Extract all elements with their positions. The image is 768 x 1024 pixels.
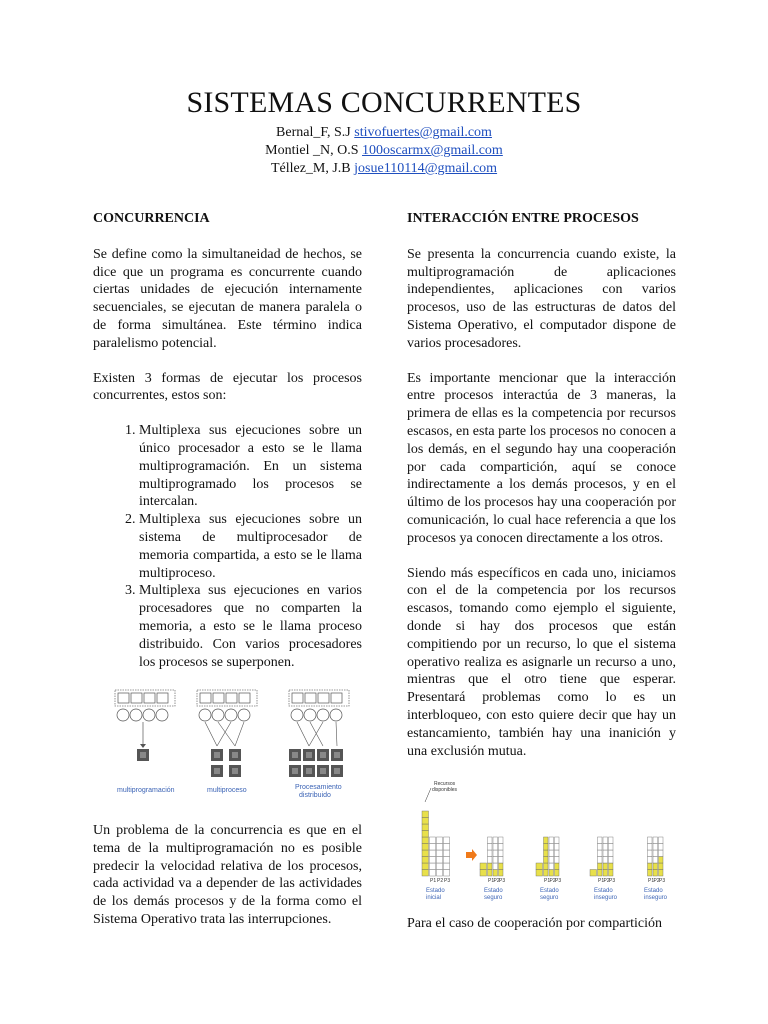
free-resource-cell bbox=[598, 850, 603, 857]
state-label: Estado bbox=[426, 888, 445, 894]
free-resource-cell bbox=[609, 850, 614, 857]
process-label: P3 bbox=[555, 878, 562, 884]
paragraph: Un problema de la concurrencia es que en el tema de la multiprogramación no es posible predecir la velocidad relativa de los procesos, cada actividad va a depender de las actividades de los demás procesos y de la forma como el Sistema Operativo trata las interrupciones. bbox=[93, 823, 362, 927]
author-email-link[interactable]: josue110114@gmail.com bbox=[354, 161, 498, 176]
allocated-resource-cell bbox=[659, 857, 664, 864]
allocated-resource-cell bbox=[499, 863, 504, 870]
free-resource-cell bbox=[555, 844, 560, 851]
paragraph: Siendo más específicos en cada uno, iniciamos con el de la competencia por los recursos escasos, tomando como ejemplo el siguiente, donde si hay dos procesos que están compitiendo por un recurso, lo que el sistema operativo realiza es asignarle un recurso a uno, mientras que el otro tiene que esperar. Presentará problemas como lo es un interbloqueo, con esto quiere decir que hay un estancamiento, también hay una inanición y una exclusión mutua. bbox=[407, 565, 676, 759]
state-label: seguro bbox=[484, 895, 503, 901]
allocated-resource-cell bbox=[603, 870, 608, 877]
transition-arrow-icon bbox=[466, 849, 477, 861]
free-resource-cell bbox=[444, 844, 450, 851]
figure-caption: Para el caso de cooperación por compartición bbox=[407, 916, 663, 931]
free-resource-cell bbox=[609, 844, 614, 851]
free-resource-cell bbox=[430, 850, 436, 857]
free-resource-cell bbox=[430, 863, 436, 870]
free-resource-cell bbox=[659, 850, 664, 857]
allocated-resource-cell bbox=[422, 824, 429, 831]
allocated-resource-cell bbox=[544, 850, 549, 857]
process-label: P1 bbox=[598, 878, 605, 884]
author-line bbox=[0, 124, 768, 142]
author-email-link[interactable]: stivofuertes@gmail.com bbox=[354, 125, 492, 140]
state-label: Estado bbox=[540, 888, 559, 894]
resource-state-grid bbox=[480, 837, 505, 901]
free-resource-cell bbox=[549, 844, 554, 851]
free-resource-cell bbox=[488, 850, 493, 857]
free-resource-cell bbox=[437, 870, 443, 877]
state-label: Estado bbox=[644, 888, 663, 894]
multiprocess-diagram bbox=[197, 690, 257, 794]
free-resource-cell bbox=[430, 870, 436, 877]
allocated-resource-cell bbox=[598, 870, 603, 877]
figure-label: distribuido bbox=[299, 792, 331, 799]
right-column bbox=[407, 210, 676, 777]
paragraph: Se define como la simultaneidad de hechos, se dice que un programa es concurrente cuando ciertas unidades de ejecución internamente secuenciales, se ejecutan de manera paralela o de forma simultánea. Este término indica paralelismo potencial. bbox=[93, 246, 362, 351]
author-line bbox=[0, 142, 768, 160]
author-name: Téllez_M, J.B bbox=[270, 161, 351, 176]
allocated-resource-cell bbox=[422, 857, 429, 864]
allocated-resource-cell bbox=[480, 863, 487, 870]
free-resource-cell bbox=[499, 844, 504, 851]
process-label: P1 bbox=[488, 878, 495, 884]
allocated-resource-cell bbox=[544, 863, 549, 870]
free-resource-cell bbox=[549, 850, 554, 857]
free-resource-cell bbox=[430, 857, 436, 864]
free-resource-cell bbox=[488, 857, 493, 864]
paragraph: Es importante mencionar que la interacción entre procesos interactúa de 3 maneras, la primera de ellas es la competencia por recursos escasos, en esta parte los procesos no conocen a los demás, en el segundo hay una cooperación por cada compartición, aquí se conoce indirectamente a los demás procesos, y en el último de los procesos hay una cooperación por comunicación, lo cual hace referencia a que los procesos ya conocen directamente a los otros. bbox=[407, 370, 676, 546]
distributed-diagram bbox=[289, 690, 349, 799]
state-label: Estado bbox=[484, 888, 503, 894]
author-name: Bernal_F, S.J bbox=[276, 125, 351, 140]
allocated-resource-cell bbox=[544, 837, 549, 844]
figure-label: multiprogramación bbox=[117, 787, 175, 794]
resource-state-grid bbox=[422, 811, 450, 901]
free-resource-cell bbox=[437, 844, 443, 851]
free-resource-cell bbox=[648, 857, 653, 864]
state-label: seguro bbox=[540, 895, 559, 901]
free-resource-cell bbox=[648, 844, 653, 851]
figure-label: disponibles bbox=[432, 787, 458, 793]
execution-forms-list bbox=[93, 422, 362, 671]
process-label: P2 bbox=[437, 878, 444, 884]
free-resource-cell bbox=[493, 844, 498, 851]
allocated-resource-cell bbox=[549, 870, 554, 877]
allocated-resource-cell bbox=[544, 870, 549, 877]
free-resource-cell bbox=[444, 857, 450, 864]
free-resource-cell bbox=[444, 837, 450, 844]
free-resource-cell bbox=[555, 837, 560, 844]
allocated-resource-cell bbox=[422, 863, 429, 870]
state-label: inseguro bbox=[644, 895, 668, 901]
allocated-resource-cell bbox=[590, 870, 597, 877]
free-resource-cell bbox=[493, 863, 498, 870]
pointer-line bbox=[425, 788, 431, 802]
free-resource-cell bbox=[499, 850, 504, 857]
state-label: Estado bbox=[594, 888, 613, 894]
process-label: P1 bbox=[648, 878, 655, 884]
allocated-resource-cell bbox=[598, 863, 603, 870]
resource-state-grid bbox=[590, 837, 618, 901]
allocated-resource-cell bbox=[493, 870, 498, 877]
allocated-resource-cell bbox=[609, 863, 614, 870]
free-resource-cell bbox=[430, 837, 436, 844]
allocated-resource-cell bbox=[609, 870, 614, 877]
list-item: 2. Multiplexa sus ejecuciones sobre un sistema de multiprocesador de memoria compartida, a esto se le llama multiproceso. bbox=[139, 511, 362, 582]
free-resource-cell bbox=[648, 850, 653, 857]
allocated-resource-cell bbox=[499, 870, 504, 877]
free-resource-cell bbox=[437, 857, 443, 864]
allocated-resource-cell bbox=[653, 863, 658, 870]
free-resource-cell bbox=[549, 837, 554, 844]
allocated-resource-cell bbox=[659, 863, 664, 870]
free-resource-cell bbox=[603, 837, 608, 844]
free-resource-cell bbox=[659, 844, 664, 851]
free-resource-cell bbox=[648, 837, 653, 844]
allocated-resource-cell bbox=[422, 831, 429, 838]
free-resource-cell bbox=[598, 844, 603, 851]
allocated-resource-cell bbox=[648, 863, 653, 870]
allocated-resource-cell bbox=[480, 870, 487, 877]
free-resource-cell bbox=[659, 837, 664, 844]
figure-label: Procesamiento bbox=[295, 784, 342, 791]
free-resource-cell bbox=[603, 844, 608, 851]
multiprogramming-diagram bbox=[115, 690, 175, 794]
free-resource-cell bbox=[549, 863, 554, 870]
free-resource-cell bbox=[493, 850, 498, 857]
free-resource-cell bbox=[653, 857, 658, 864]
free-resource-cell bbox=[444, 863, 450, 870]
free-resource-cell bbox=[444, 870, 450, 877]
allocated-resource-cell bbox=[422, 837, 429, 844]
free-resource-cell bbox=[609, 857, 614, 864]
free-resource-cell bbox=[437, 850, 443, 857]
allocated-resource-cell bbox=[422, 870, 429, 877]
free-resource-cell bbox=[499, 837, 504, 844]
author-line bbox=[0, 160, 768, 178]
process-label: P1 bbox=[544, 878, 551, 884]
process-label: P2 bbox=[493, 878, 500, 884]
paper-title: SISTEMAS CONCURRENTES bbox=[186, 86, 582, 119]
free-resource-cell bbox=[549, 857, 554, 864]
allocated-resource-cell bbox=[422, 818, 429, 825]
allocated-resource-cell bbox=[536, 863, 543, 870]
concurrency-modes-figure bbox=[93, 688, 363, 808]
free-resource-cell bbox=[437, 863, 443, 870]
list-item: 1. Multiplexa sus ejecuciones sobre un único procesador a esto se le llama multiprogramación. En un sistema multiprogramado los procesos se intercalan. bbox=[139, 422, 362, 511]
free-resource-cell bbox=[653, 844, 658, 851]
paragraph: Existen 3 formas de ejecutar los procesos concurrentes, estos son: bbox=[93, 370, 362, 404]
resource-state-grid bbox=[536, 837, 561, 901]
free-resource-cell bbox=[598, 857, 603, 864]
free-resource-cell bbox=[488, 837, 493, 844]
free-resource-cell bbox=[598, 837, 603, 844]
allocated-resource-cell bbox=[488, 863, 493, 870]
figure-label: Recursos bbox=[434, 781, 456, 787]
resource-state-grid bbox=[644, 837, 668, 901]
process-label: P3 bbox=[659, 878, 666, 884]
free-resource-cell bbox=[488, 844, 493, 851]
free-resource-cell bbox=[493, 837, 498, 844]
process-label: P2 bbox=[603, 878, 610, 884]
free-resource-cell bbox=[653, 850, 658, 857]
allocated-resource-cell bbox=[488, 870, 493, 877]
allocated-resource-cell bbox=[555, 863, 560, 870]
allocated-resource-cell bbox=[648, 870, 653, 877]
process-label: P3 bbox=[609, 878, 616, 884]
allocated-resource-cell bbox=[659, 870, 664, 877]
allocated-resource-cell bbox=[422, 811, 429, 818]
free-resource-cell bbox=[603, 850, 608, 857]
left-column bbox=[93, 210, 362, 671]
allocated-resource-cell bbox=[544, 844, 549, 851]
allocated-resource-cell bbox=[653, 870, 658, 877]
process-label: P3 bbox=[499, 878, 506, 884]
free-resource-cell bbox=[437, 837, 443, 844]
state-label: inseguro bbox=[594, 895, 618, 901]
allocated-resource-cell bbox=[544, 857, 549, 864]
allocated-resource-cell bbox=[603, 863, 608, 870]
allocated-resource-cell bbox=[422, 850, 429, 857]
state-label: inicial bbox=[426, 895, 442, 901]
allocated-resource-cell bbox=[555, 870, 560, 877]
free-resource-cell bbox=[603, 857, 608, 864]
allocated-resource-cell bbox=[422, 844, 429, 851]
process-label: P1 bbox=[430, 878, 437, 884]
process-label: P3 bbox=[444, 878, 451, 884]
free-resource-cell bbox=[653, 837, 658, 844]
list-item: 3. Multiplexa sus ejecuciones en varios procesadores que no comparten la memoria, a esto se le llama proceso distribuido. Con varios procesadores los procesos se superponen. bbox=[139, 582, 362, 671]
figure-label: multiproceso bbox=[207, 787, 247, 794]
paragraph: Se presenta la concurrencia cuando existe, la multiprogramación de aplicaciones independientes, aplicaciones con varios procesos, uso de las estructuras de datos del Sistema Operativo, el computador dispone de varios procesadores. bbox=[407, 246, 676, 351]
author-block bbox=[0, 124, 768, 178]
author-name: Montiel _N, O.S bbox=[265, 143, 359, 158]
allocated-resource-cell bbox=[536, 870, 543, 877]
section-heading: INTERACCIÓN ENTRE PROCESOS bbox=[407, 211, 639, 226]
free-resource-cell bbox=[609, 837, 614, 844]
process-label: P2 bbox=[653, 878, 660, 884]
free-resource-cell bbox=[555, 850, 560, 857]
resource-states-figure bbox=[418, 776, 668, 910]
section-heading: CONCURRENCIA bbox=[93, 211, 210, 226]
author-email-link[interactable]: 100oscarmx@gmail.com bbox=[362, 143, 503, 158]
free-resource-cell bbox=[493, 857, 498, 864]
free-resource-cell bbox=[430, 844, 436, 851]
free-resource-cell bbox=[444, 850, 450, 857]
free-resource-cell bbox=[555, 857, 560, 864]
process-label: P2 bbox=[549, 878, 556, 884]
free-resource-cell bbox=[499, 857, 504, 864]
